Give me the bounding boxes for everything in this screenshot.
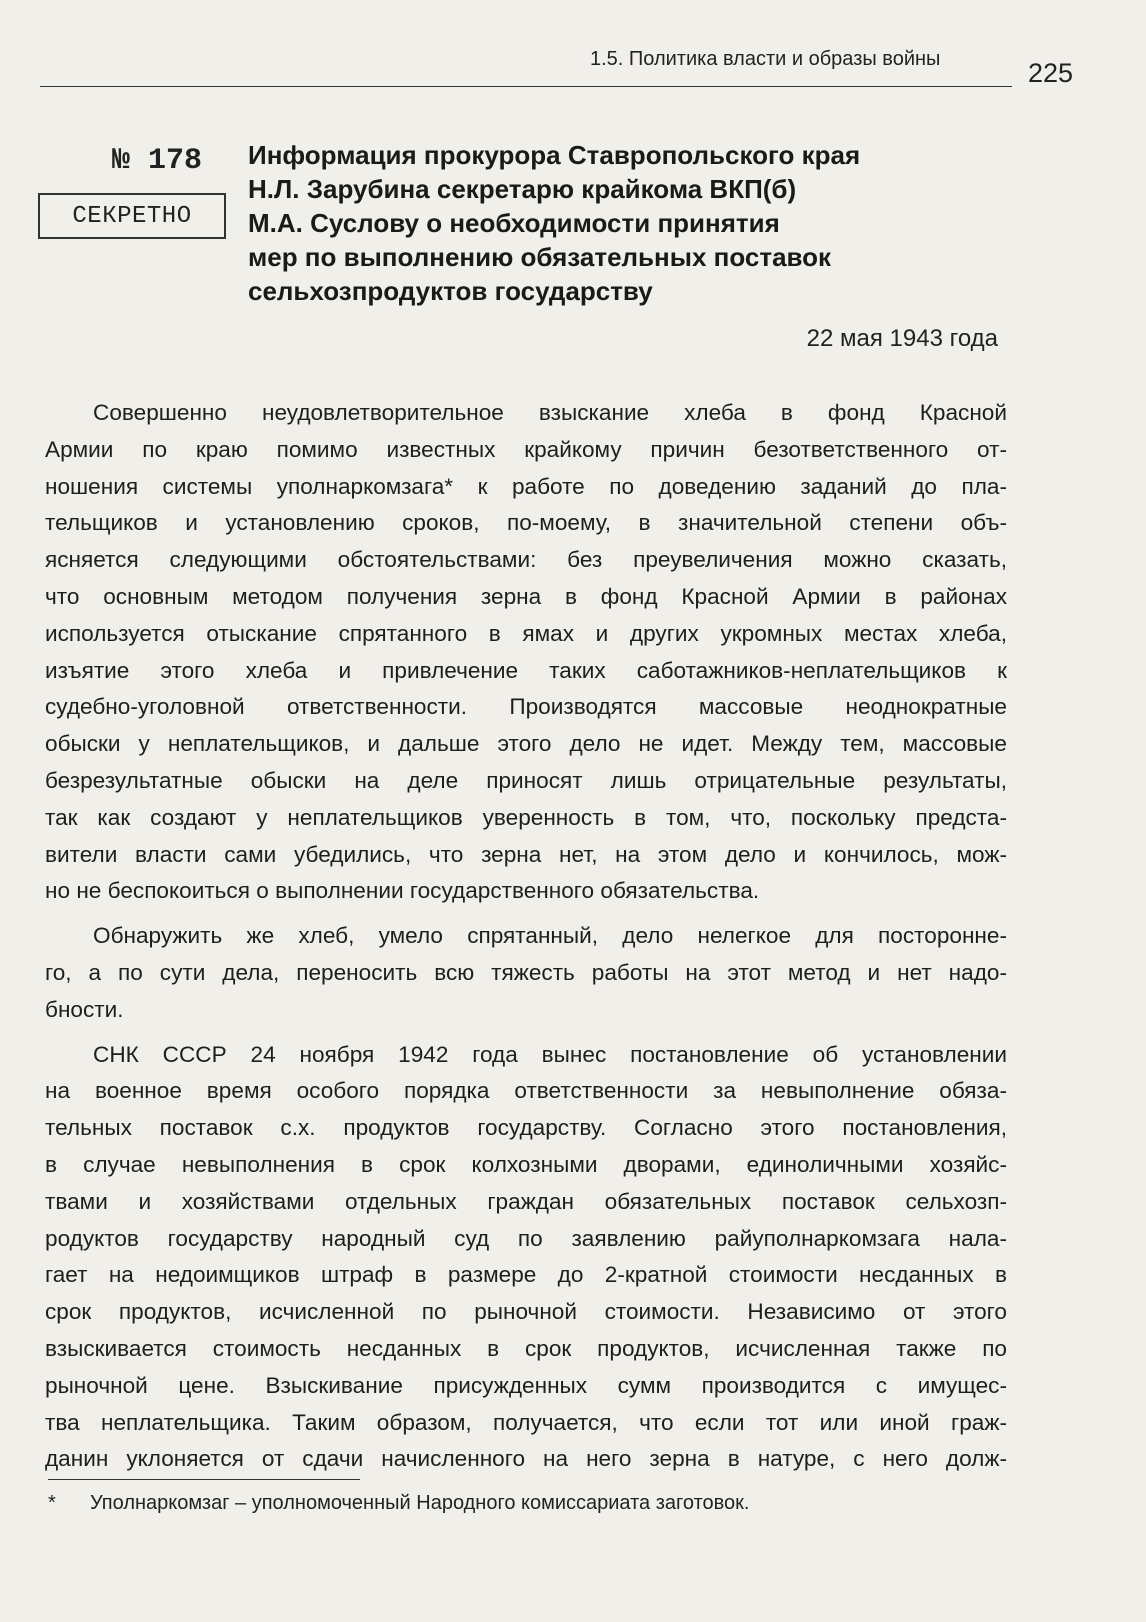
text-line: срок продуктов, исчисленной по рыночной стоимости. Независимо от этого — [45, 1299, 1007, 1325]
text-line: тельных поставок с.х. продуктов государству. Согласно этого постановления, — [45, 1115, 1007, 1141]
text-line: твами и хозяйствами отдельных граждан обязательных поставок сельхозп- — [45, 1188, 1007, 1214]
text-line: данин уклоняется от сдачи начисленного на него зерна в натуре, с него долж- — [45, 1446, 1007, 1472]
text-line: в случае невыполнения в срок колхозными дворами, единоличными хозяйс- — [45, 1151, 1007, 1177]
text-line: но не беспокоиться о выполнении государственного обязательства. — [45, 878, 760, 904]
footnote-text: Уполнаркомзаг – уполномоченный Народного комиссариата заготовок. — [90, 1492, 750, 1514]
text-line: изъятие этого хлеба и привлечение таких саботажников-неплательщиков к — [45, 657, 1007, 683]
text-line: Армии по краю помимо известных крайкому причин безответственного от- — [45, 436, 1007, 462]
text-line: рыночной цене. Взыскивание присужденных сумм производится с имущес- — [45, 1372, 1007, 1398]
header-rule — [40, 86, 1012, 87]
text-line: тельщиков и установлению сроков, по-моему, в значительной степени объ- — [45, 510, 1007, 536]
running-head-title: 1.5. Политика власти и образы войны — [590, 48, 941, 70]
page-number: 225 — [1028, 58, 1074, 88]
footnote — [48, 1492, 749, 1515]
text-line: обыски у неплательщиков, и дальше этого дело не идет. Между тем, массовые — [45, 731, 1007, 757]
text-line: СНК СССР 24 ноября 1942 года вынес постановление об установлении — [93, 1041, 1007, 1067]
document-number: № 178 — [112, 144, 203, 178]
footnote-mark: * — [48, 1492, 56, 1514]
text-line: вители власти сами убедились, что зерна нет, на этом дело и кончилось, мож- — [45, 841, 1007, 867]
document-date: 22 мая 1943 года — [806, 325, 998, 352]
text-line: так как создают у неплательщиков уверенность в том, что, поскольку предста- — [45, 804, 1007, 830]
title-line: М.А. Суслову о необходимости принятия — [248, 208, 780, 238]
secrecy-stamp-label: СЕКРЕТНО — [72, 202, 192, 230]
text-line: родуктов государству народный суд по заявлению райуполнаркомзага нала- — [45, 1225, 1007, 1251]
body-text — [45, 395, 1007, 1478]
text-line: тва неплательщика. Таким образом, получается, что если тот или иной граж- — [45, 1409, 1007, 1435]
text-line: Совершенно неудовлетворительное взыскание хлеба в фонд Красной — [93, 400, 1007, 425]
title-line: Информация прокурора Ставропольского края — [248, 140, 861, 170]
text-line: на военное время особого порядка ответственности за невыполнение обяза- — [45, 1078, 1007, 1104]
secrecy-stamp — [38, 193, 226, 239]
text-line: Обнаружить же хлеб, умело спрятанный, дело нелегкое для посторонне- — [93, 923, 1007, 949]
text-line: взыскивается стоимость несданных в срок продуктов, исчисленная также по — [45, 1335, 1007, 1361]
text-line: используется отыскание спрятанного в ямах и других укромных местах хлеба, — [45, 620, 1007, 646]
document-title — [248, 138, 1008, 308]
footnote-rule — [48, 1479, 360, 1480]
title-line: мер по выполнению обязательных поставок — [248, 242, 832, 272]
text-line: безрезультатные обыски на деле приносят лишь отрицательные результаты, — [45, 767, 1007, 793]
text-line: ясняется следующими обстоятельствами: без преувеличения можно сказать, — [45, 547, 1007, 573]
title-line: Н.Л. Зарубина секретарю крайкома ВКП(б) — [248, 174, 797, 204]
title-line: сельхозпродуктов государству — [248, 276, 653, 306]
text-line: бности. — [45, 996, 124, 1022]
text-line: гает на недоимщиков штраф в размере до 2-кратной стоимости несданных в — [45, 1262, 1007, 1288]
text-line: го, а по сути дела, переносить всю тяжесть работы на этот метод и нет надо- — [45, 959, 1007, 985]
text-line: ношения системы уполнаркомзага* к работе по доведению заданий до пла- — [45, 473, 1007, 499]
text-line: что основным методом получения зерна в фонд Красной Армии в районах — [45, 583, 1007, 609]
text-line: судебно-уголовной ответственности. Производятся массовые неоднократные — [45, 694, 1007, 720]
